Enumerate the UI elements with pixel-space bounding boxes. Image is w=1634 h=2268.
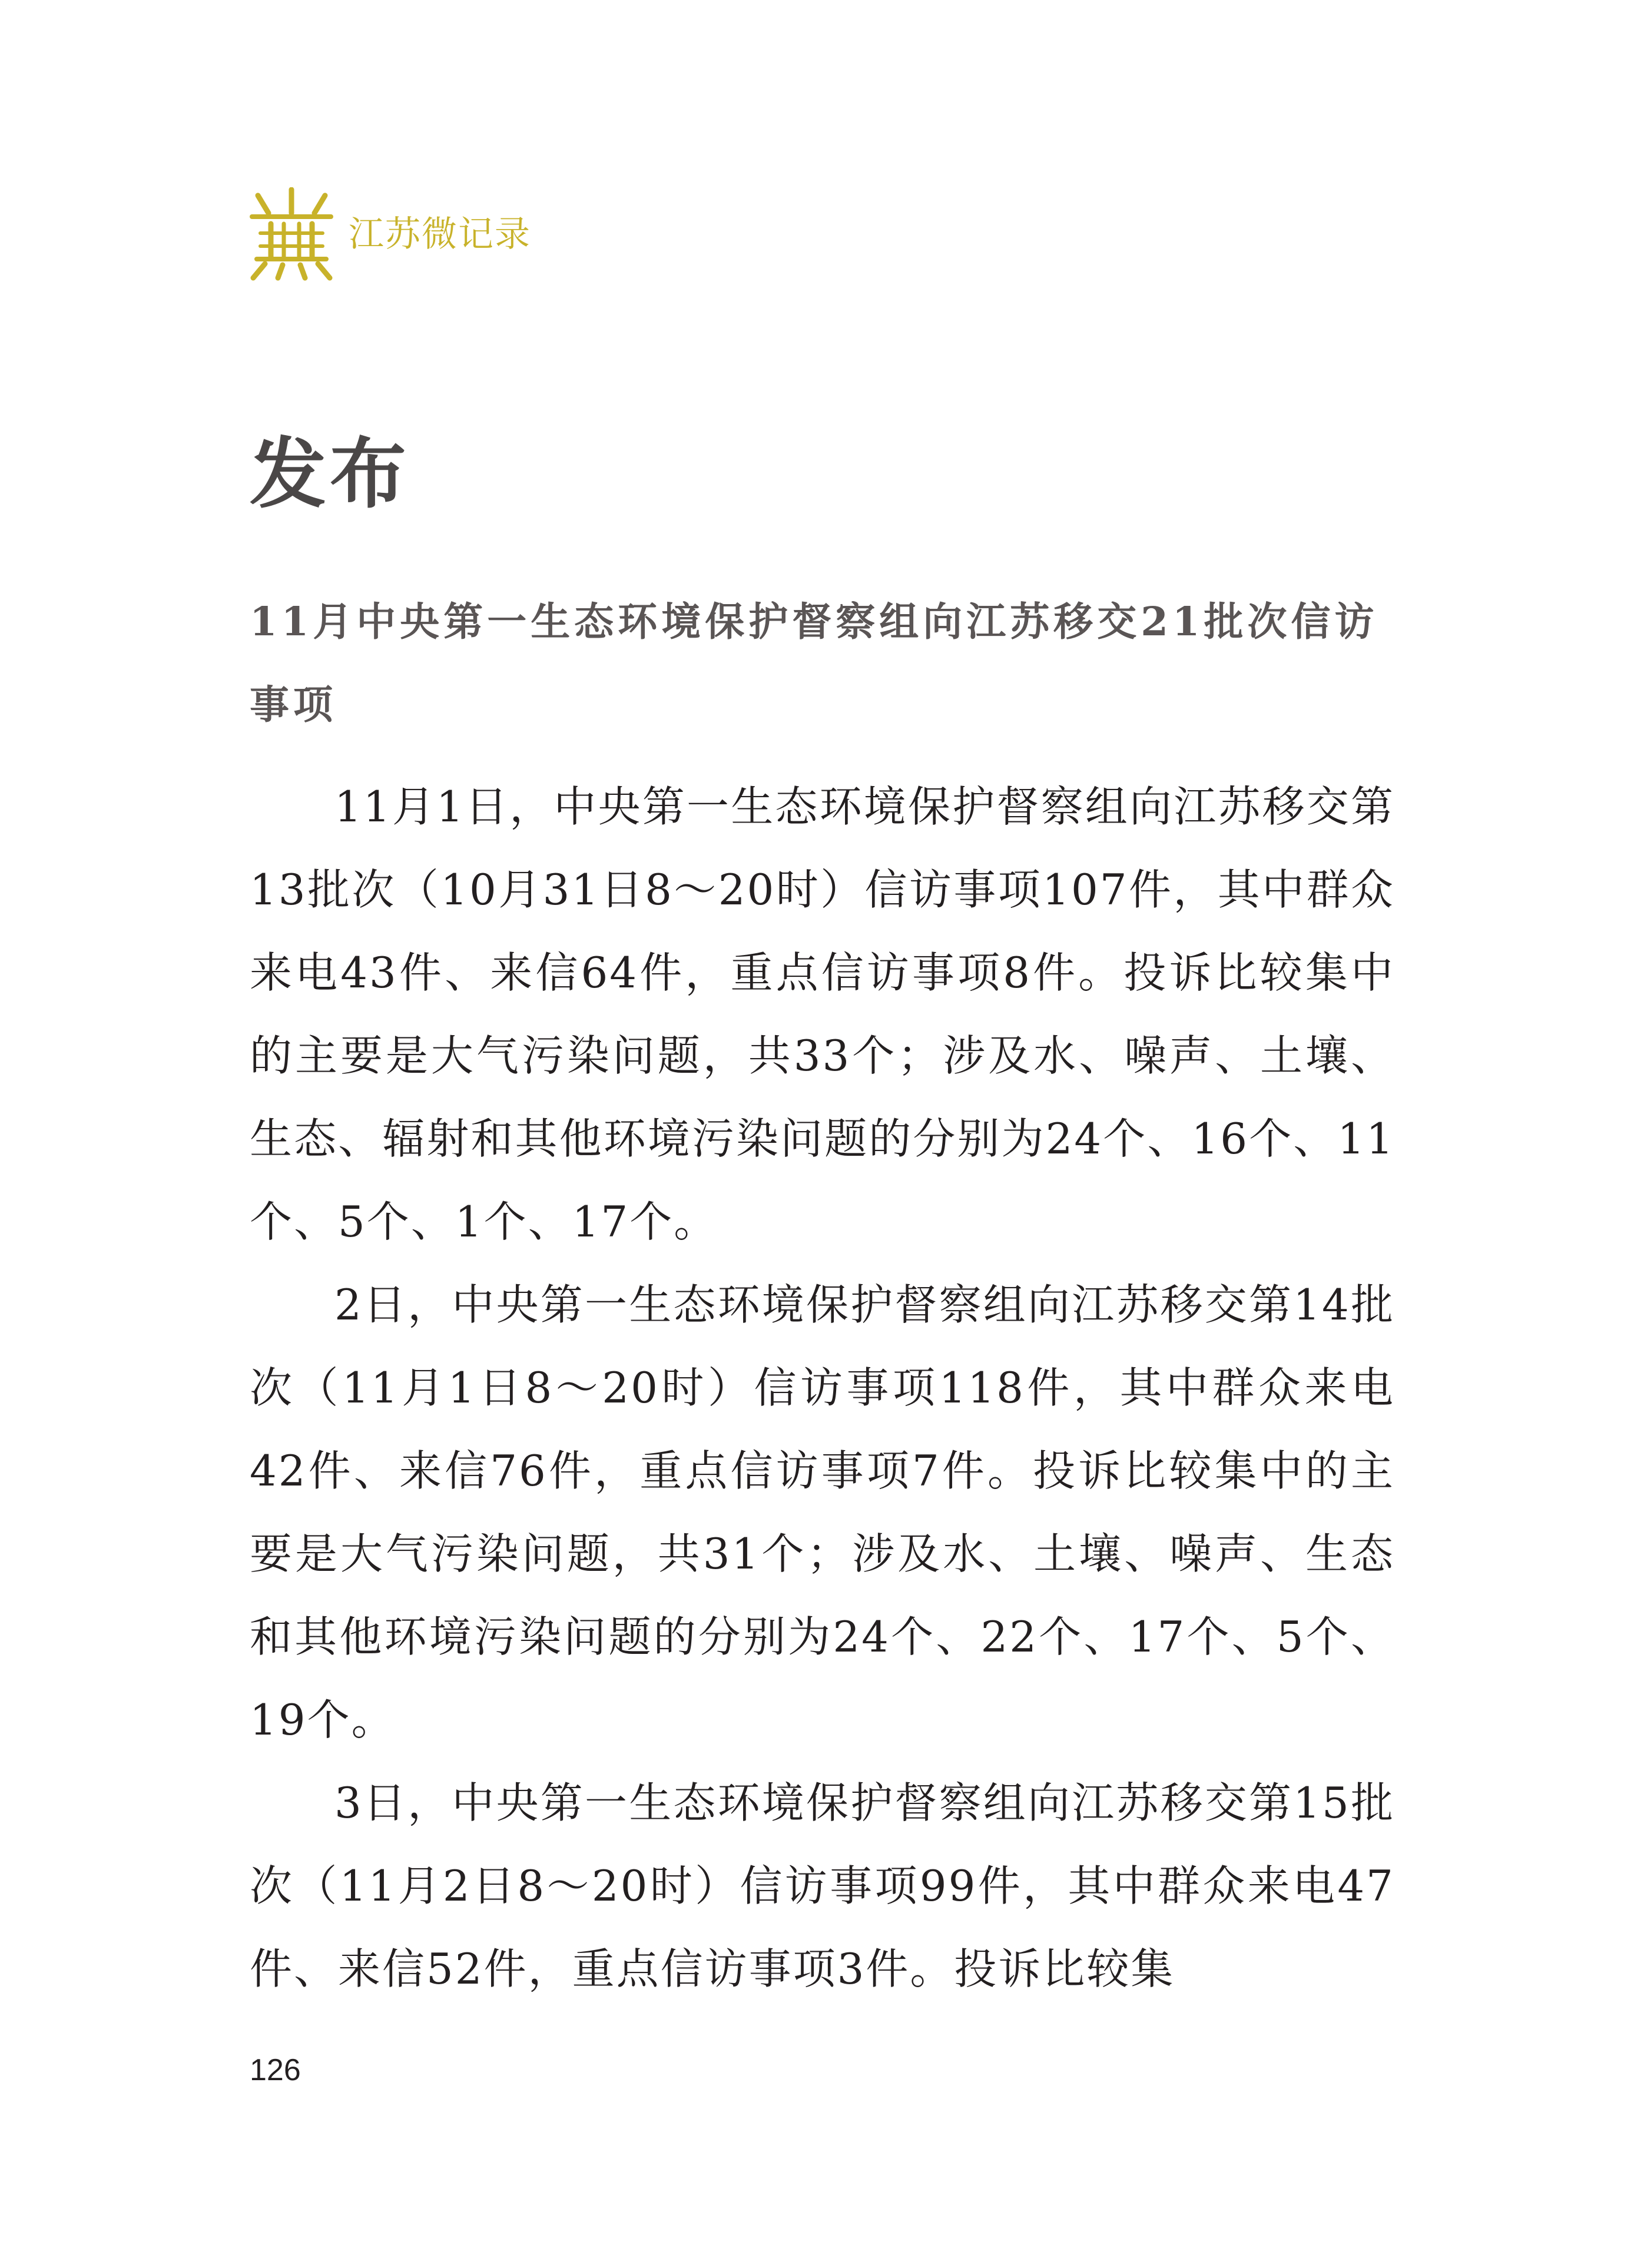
page-number: 126 bbox=[250, 2053, 301, 2087]
page-header bbox=[247, 187, 531, 281]
paragraph: 3日，中央第一生态环境保护督察组向江苏移交第15批次（11月2日8～20时）信访事项99件，其中群众来电47件、来信52件，重点信访事项3件。投诉比较集 bbox=[250, 1778, 1395, 1994]
paragraph: 2日，中央第一生态环境保护督察组向江苏移交第14批次（11月1日8～20时）信访事项118件，其中群众来电42件、来信76件，重点信访事项7件。投诉比较集中的主要是大气污染问题，共31个；涉及水、土壤、噪声、生态和其他环境污染问题的分别为24个、22个、17个、5个、19个。 bbox=[250, 1280, 1395, 1745]
series-title: 江苏微记录 bbox=[349, 214, 531, 255]
article-title: 11月中央第一生态环境保护督察组向江苏移交21批次信访事项 bbox=[250, 598, 1378, 728]
section-title: 发布 bbox=[250, 429, 410, 519]
paragraph: 11月1日，中央第一生态环境保护督察组向江苏移交第13批次（10月31日8～20时）信访事项107件，其中群众来电43件、来信64件，重点信访事项8件。投诉比较集中的主要是大气污染问题，共33个；涉及水、噪声、土壤、生态、辐射和其他环境污染问题的分别为24个、16个、11个、5个、1个、17个。 bbox=[250, 782, 1395, 1246]
article-body bbox=[250, 765, 1395, 2011]
jiangsu-emblem-icon bbox=[247, 187, 336, 281]
